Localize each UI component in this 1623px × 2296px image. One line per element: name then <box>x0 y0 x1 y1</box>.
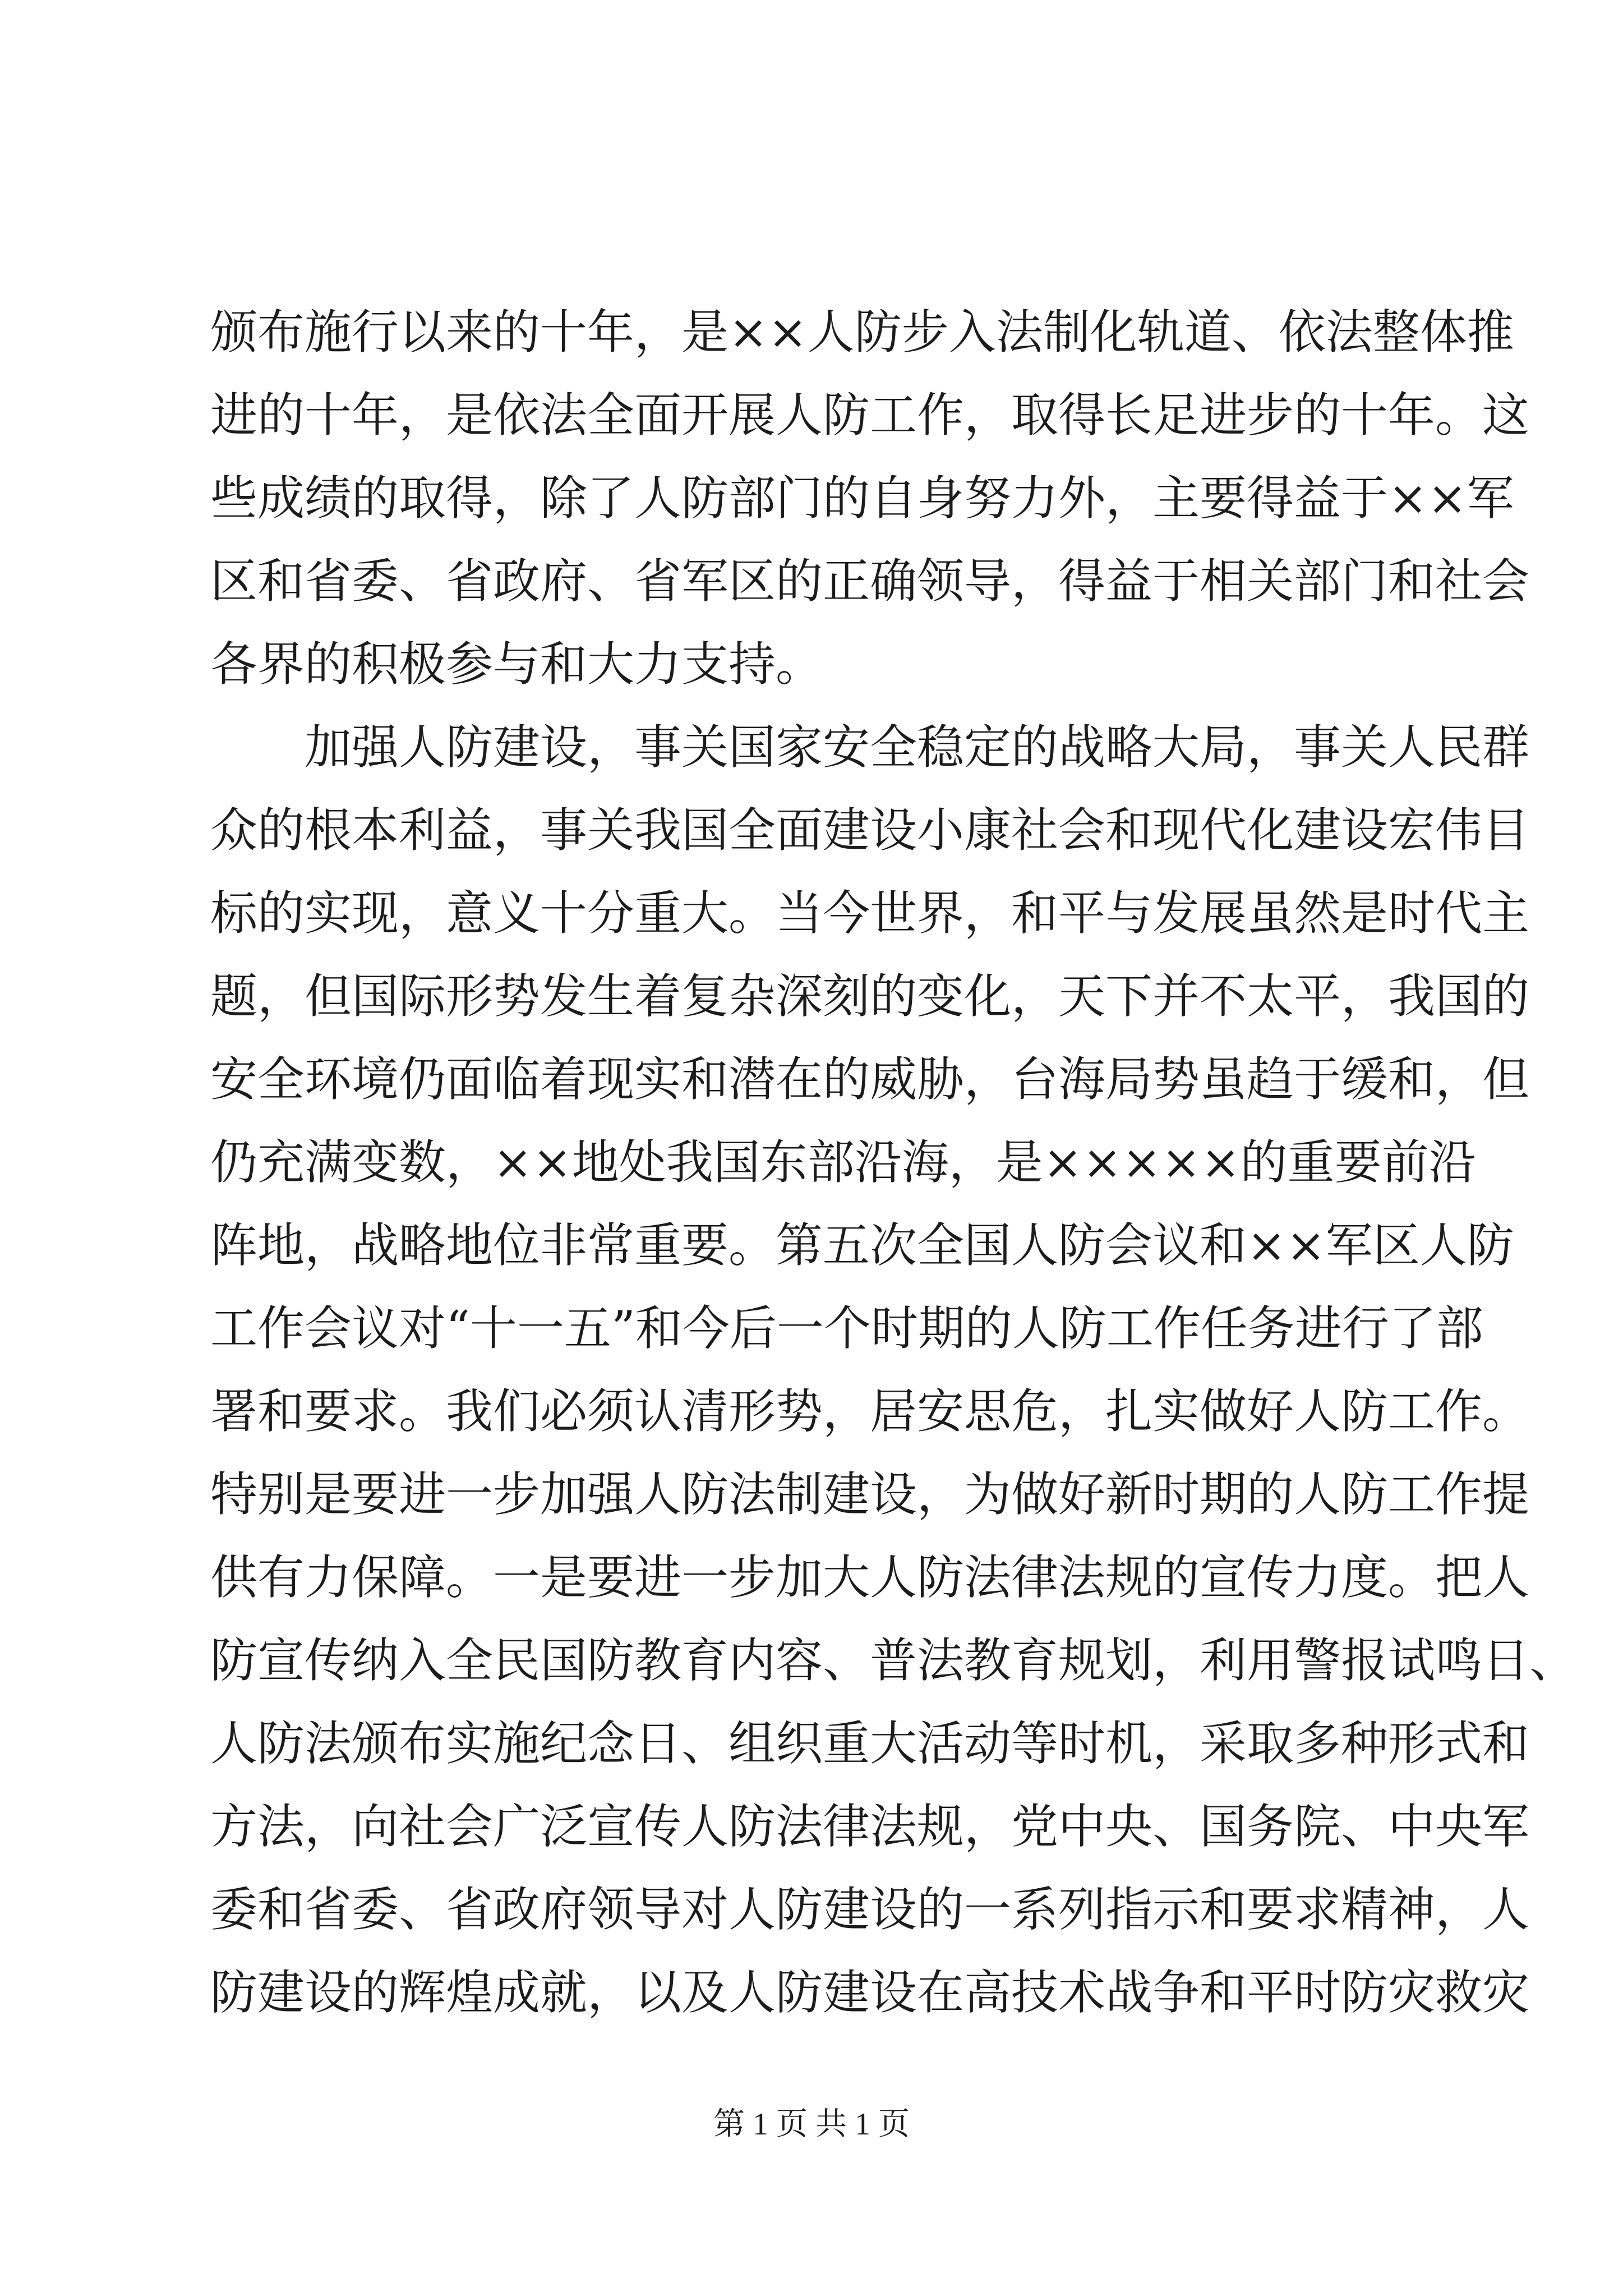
page-number: 第 1 页 共 1 页 <box>713 2107 910 2142</box>
document-body <box>210 291 1577 2034</box>
page-footer <box>0 2105 1623 2144</box>
text-line: 人防法颁布实施纪念日、组织重大活动等时机，采取多种形式和 <box>210 1716 1530 1771</box>
text-line: 区和省委、省政府、省军区的正确领导，得益于相关部门和社会 <box>210 554 1530 609</box>
text-line: 安全环境仍面临着现实和潜在的威胁，台海局势虽趋于缓和，但 <box>210 1052 1530 1107</box>
text-line: 委和省委、省政府领导对人防建设的一系列指示和要求精神，人 <box>210 1882 1530 1937</box>
text-line: 署和要求。我们必须认清形势，居安思危，扎实做好人防工作。 <box>210 1384 1530 1439</box>
text-line: 各界的积极参与和大力支持。 <box>210 637 823 692</box>
text-line: 防建设的辉煌成就，以及人防建设在高技术战争和平时防灾救灾 <box>210 1965 1530 2020</box>
text-line: 防宣传纳入全民国防教育内容、普法教育规划，利用警报试鸣日、 <box>210 1633 1577 1688</box>
text-line: 进的十年，是依法全面开展人防工作，取得长足进步的十年。这 <box>210 388 1530 443</box>
text-line: 工作会议对“十一五”和今后一个时期的人防工作任务进行了部 <box>210 1301 1483 1356</box>
text-line: 些成绩的取得，除了人防部门的自身努力外，主要得益于××军 <box>210 471 1514 526</box>
text-line: 方法，向社会广泛宣传人防法律法规，党中央、国务院、中央军 <box>210 1799 1530 1854</box>
text-line: 仍充满变数，××地处我国东部沿海，是×××××的重要前沿 <box>210 1135 1476 1190</box>
text-line: 供有力保障。一是要进一步加大人防法律法规的宣传力度。把人 <box>210 1550 1530 1605</box>
text-line: 加强人防建设，事关国家安全稳定的战略大局，事关人民群 <box>305 720 1530 775</box>
text-line: 阵地，战略地位非常重要。第五次全国人防会议和××军区人防 <box>210 1218 1514 1273</box>
text-line: 众的根本利益，事关我国全面建设小康社会和现代化建设宏伟目 <box>210 803 1530 858</box>
text-line: 标的实现，意义十分重大。当今世界，和平与发展虽然是时代主 <box>210 886 1530 941</box>
text-line: 颁布施行以来的十年，是××人防步入法制化轨道、依法整体推 <box>210 305 1514 360</box>
text-line: 题，但国际形势发生着复杂深刻的变化，天下并不太平，我国的 <box>210 969 1530 1024</box>
text-line: 特别是要进一步加强人防法制建设，为做好新时期的人防工作提 <box>210 1467 1530 1522</box>
